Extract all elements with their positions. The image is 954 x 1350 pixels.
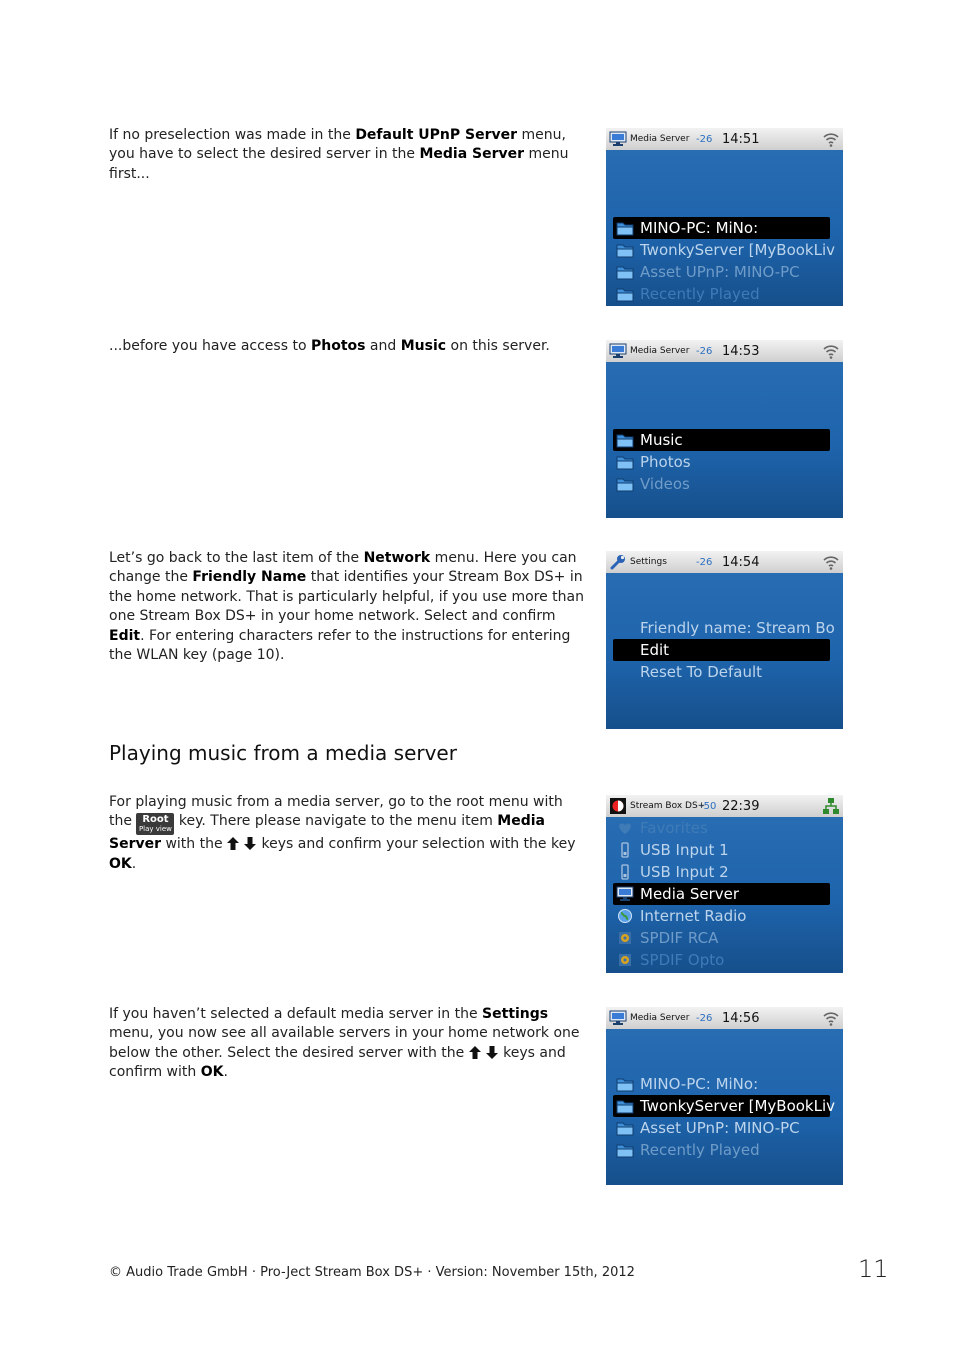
footer-copyright: © Audio Trade GmbH · Pro-Ject Stream Box DS+ · Version: November 15th, 2012 bbox=[109, 1265, 635, 1280]
signal-level: -50 bbox=[700, 801, 717, 812]
menu-item-label: Recently Played bbox=[640, 1141, 760, 1159]
status-bar bbox=[606, 340, 843, 362]
bold-term: Settings bbox=[482, 1006, 549, 1022]
folder-icon bbox=[616, 220, 634, 236]
network-icon bbox=[822, 797, 840, 815]
bold-term: Music bbox=[400, 338, 447, 354]
menu-item-label: Favorites bbox=[640, 819, 708, 837]
menu-item[interactable] bbox=[613, 927, 830, 949]
paragraph-photos-music: ...before you have access to Photos and Music on this server. bbox=[109, 338, 550, 354]
menu-item-label: TwonkyServer [MyBookLiv bbox=[640, 1097, 836, 1115]
signal-level: -26 bbox=[696, 346, 713, 357]
menu-item-label: Friendly name: Stream Bo bbox=[640, 619, 835, 637]
folder-icon bbox=[616, 1098, 634, 1114]
bold-term: Default UPnP Server bbox=[355, 127, 518, 143]
menu-item-label: Photos bbox=[640, 453, 691, 471]
paragraph-select-server: If you haven’t selected a default media server in the Settings menu, you now see all available servers in your home network one below the other. Select the desired server with the keys and confirm with OK. bbox=[109, 1006, 580, 1081]
bold-term: OK bbox=[200, 1064, 224, 1081]
wifi-icon bbox=[822, 553, 840, 571]
menu-item[interactable] bbox=[613, 451, 830, 473]
menu-item-label: MINO-PC: MiNo: bbox=[640, 1075, 759, 1093]
screen-media-server-2 bbox=[606, 340, 843, 518]
paragraph-friendly-name: Let’s go back to the last item of the Network menu. Here you can change the Friendly Name that identifies your Stream Box DS+ in the home network. That is particularly helpful, if you use more than one Stream Box DS+ in your home network. Select and confirm Edit. For entering characters refer to the instructions for entering the WLAN key (page 10). bbox=[109, 550, 584, 664]
wifi-icon bbox=[822, 342, 840, 360]
menu-item-label: SPDIF Opto bbox=[640, 951, 725, 969]
menu-item-label: Internet Radio bbox=[640, 907, 747, 925]
usb-icon bbox=[616, 864, 634, 880]
status-bar bbox=[606, 128, 843, 150]
folder-icon bbox=[616, 1076, 634, 1092]
folder-icon bbox=[616, 476, 634, 492]
root-key-icon: Root Play view bbox=[136, 813, 174, 835]
menu-item[interactable] bbox=[613, 1073, 830, 1095]
menu-item[interactable] bbox=[613, 239, 836, 261]
menu-item[interactable] bbox=[613, 1139, 830, 1161]
menu-item[interactable] bbox=[613, 617, 835, 639]
menu-item[interactable] bbox=[613, 639, 830, 661]
screen-title: Media Server bbox=[630, 1013, 690, 1023]
bold-term: Friendly Name bbox=[192, 569, 307, 586]
screen-title: Media Server bbox=[630, 134, 690, 144]
bold-term: Photos bbox=[310, 338, 366, 354]
screen-media-server-3 bbox=[606, 1007, 843, 1185]
menu-item[interactable] bbox=[613, 473, 830, 495]
screen-title: Stream Box DS+ bbox=[630, 801, 706, 811]
menu-item-label: TwonkyServer [MyBookLiv bbox=[640, 241, 836, 259]
menu-item-label: Asset UPnP: MINO-PC bbox=[640, 1119, 800, 1137]
menu-item-label: USB Input 1 bbox=[640, 841, 729, 859]
section-heading: Playing music from a media server bbox=[109, 741, 457, 765]
spdif-icon bbox=[616, 952, 634, 968]
monitor-icon bbox=[609, 131, 627, 147]
menu-item[interactable] bbox=[613, 283, 830, 305]
clock-time: 14:51 bbox=[722, 132, 760, 147]
usb-icon bbox=[616, 842, 634, 858]
menu-item-label: MINO-PC: MiNo: bbox=[640, 219, 759, 237]
menu-item-label: USB Input 2 bbox=[640, 863, 729, 881]
menu-item[interactable] bbox=[613, 661, 830, 683]
globe-icon bbox=[616, 908, 634, 924]
menu-item-label: Music bbox=[640, 431, 683, 449]
wifi-icon bbox=[822, 130, 840, 148]
status-bar bbox=[606, 1007, 843, 1029]
screen-media-server-1 bbox=[606, 128, 843, 306]
bold-term: OK bbox=[109, 855, 132, 872]
menu-item[interactable] bbox=[613, 949, 830, 971]
menu-item[interactable] bbox=[613, 905, 830, 927]
clock-time: 14:53 bbox=[722, 344, 760, 359]
folder-icon bbox=[616, 432, 634, 448]
folder-icon bbox=[616, 1120, 634, 1136]
logo-icon bbox=[609, 798, 627, 814]
menu-item[interactable] bbox=[613, 217, 830, 239]
paragraph-default-server: If no preselection was made in the Default UPnP Server menu, you have to select the desired server in the Media Server menu first... bbox=[109, 127, 569, 182]
screen-settings bbox=[606, 551, 843, 729]
menu-item[interactable] bbox=[613, 1117, 830, 1139]
menu-item-label: Asset UPnP: MINO-PC bbox=[640, 263, 800, 281]
monitor-icon bbox=[616, 886, 634, 902]
folder-icon bbox=[616, 454, 634, 470]
menu-item-label: Reset To Default bbox=[640, 663, 763, 681]
bold-term: Network bbox=[363, 550, 431, 566]
signal-level: -26 bbox=[696, 134, 713, 145]
menu-item[interactable] bbox=[613, 1095, 836, 1117]
menu-item[interactable] bbox=[613, 817, 830, 839]
screen-title: Settings bbox=[630, 557, 667, 567]
menu-item[interactable] bbox=[613, 861, 830, 883]
menu-item-label: Recently Played bbox=[640, 285, 760, 303]
menu-item[interactable] bbox=[613, 429, 830, 451]
menu-item[interactable] bbox=[613, 261, 830, 283]
screen-root-menu bbox=[606, 795, 843, 973]
folder-icon bbox=[616, 1142, 634, 1158]
wifi-icon bbox=[822, 1009, 840, 1027]
monitor-icon bbox=[609, 343, 627, 359]
wrench-icon bbox=[609, 554, 627, 570]
screen-title: Media Server bbox=[630, 346, 690, 356]
monitor-icon bbox=[609, 1010, 627, 1026]
bold-term: Media Server bbox=[109, 813, 545, 853]
bold-term: Edit bbox=[109, 627, 141, 644]
up-down-arrows-icon bbox=[227, 836, 257, 852]
folder-icon bbox=[616, 286, 634, 302]
heart-icon bbox=[616, 820, 634, 836]
folder-icon bbox=[616, 264, 634, 280]
signal-level: -26 bbox=[696, 1013, 713, 1024]
clock-time: 22:39 bbox=[722, 799, 760, 814]
up-down-arrows-icon bbox=[469, 1045, 499, 1061]
status-bar bbox=[606, 551, 843, 573]
menu-item-label: Videos bbox=[640, 475, 690, 493]
folder-icon bbox=[616, 242, 634, 258]
menu-item[interactable] bbox=[613, 839, 830, 861]
paragraph-root-menu: For playing music from a media server, go to the root menu with the Root Play view key. There please navigate to the menu item Media Server with the keys and confirm your selection with the key OK. bbox=[109, 794, 576, 872]
page-number: 11 bbox=[858, 1255, 889, 1283]
signal-level: -26 bbox=[696, 557, 713, 568]
menu-item-label: Edit bbox=[640, 641, 670, 659]
clock-time: 14:54 bbox=[722, 555, 760, 570]
menu-item[interactable] bbox=[613, 883, 830, 905]
menu-item-label: SPDIF RCA bbox=[640, 929, 719, 947]
bold-term: Media Server bbox=[419, 146, 525, 163]
status-bar bbox=[606, 795, 843, 817]
spdif-icon bbox=[616, 930, 634, 946]
clock-time: 14:56 bbox=[722, 1011, 760, 1026]
menu-item-label: Media Server bbox=[640, 885, 740, 903]
